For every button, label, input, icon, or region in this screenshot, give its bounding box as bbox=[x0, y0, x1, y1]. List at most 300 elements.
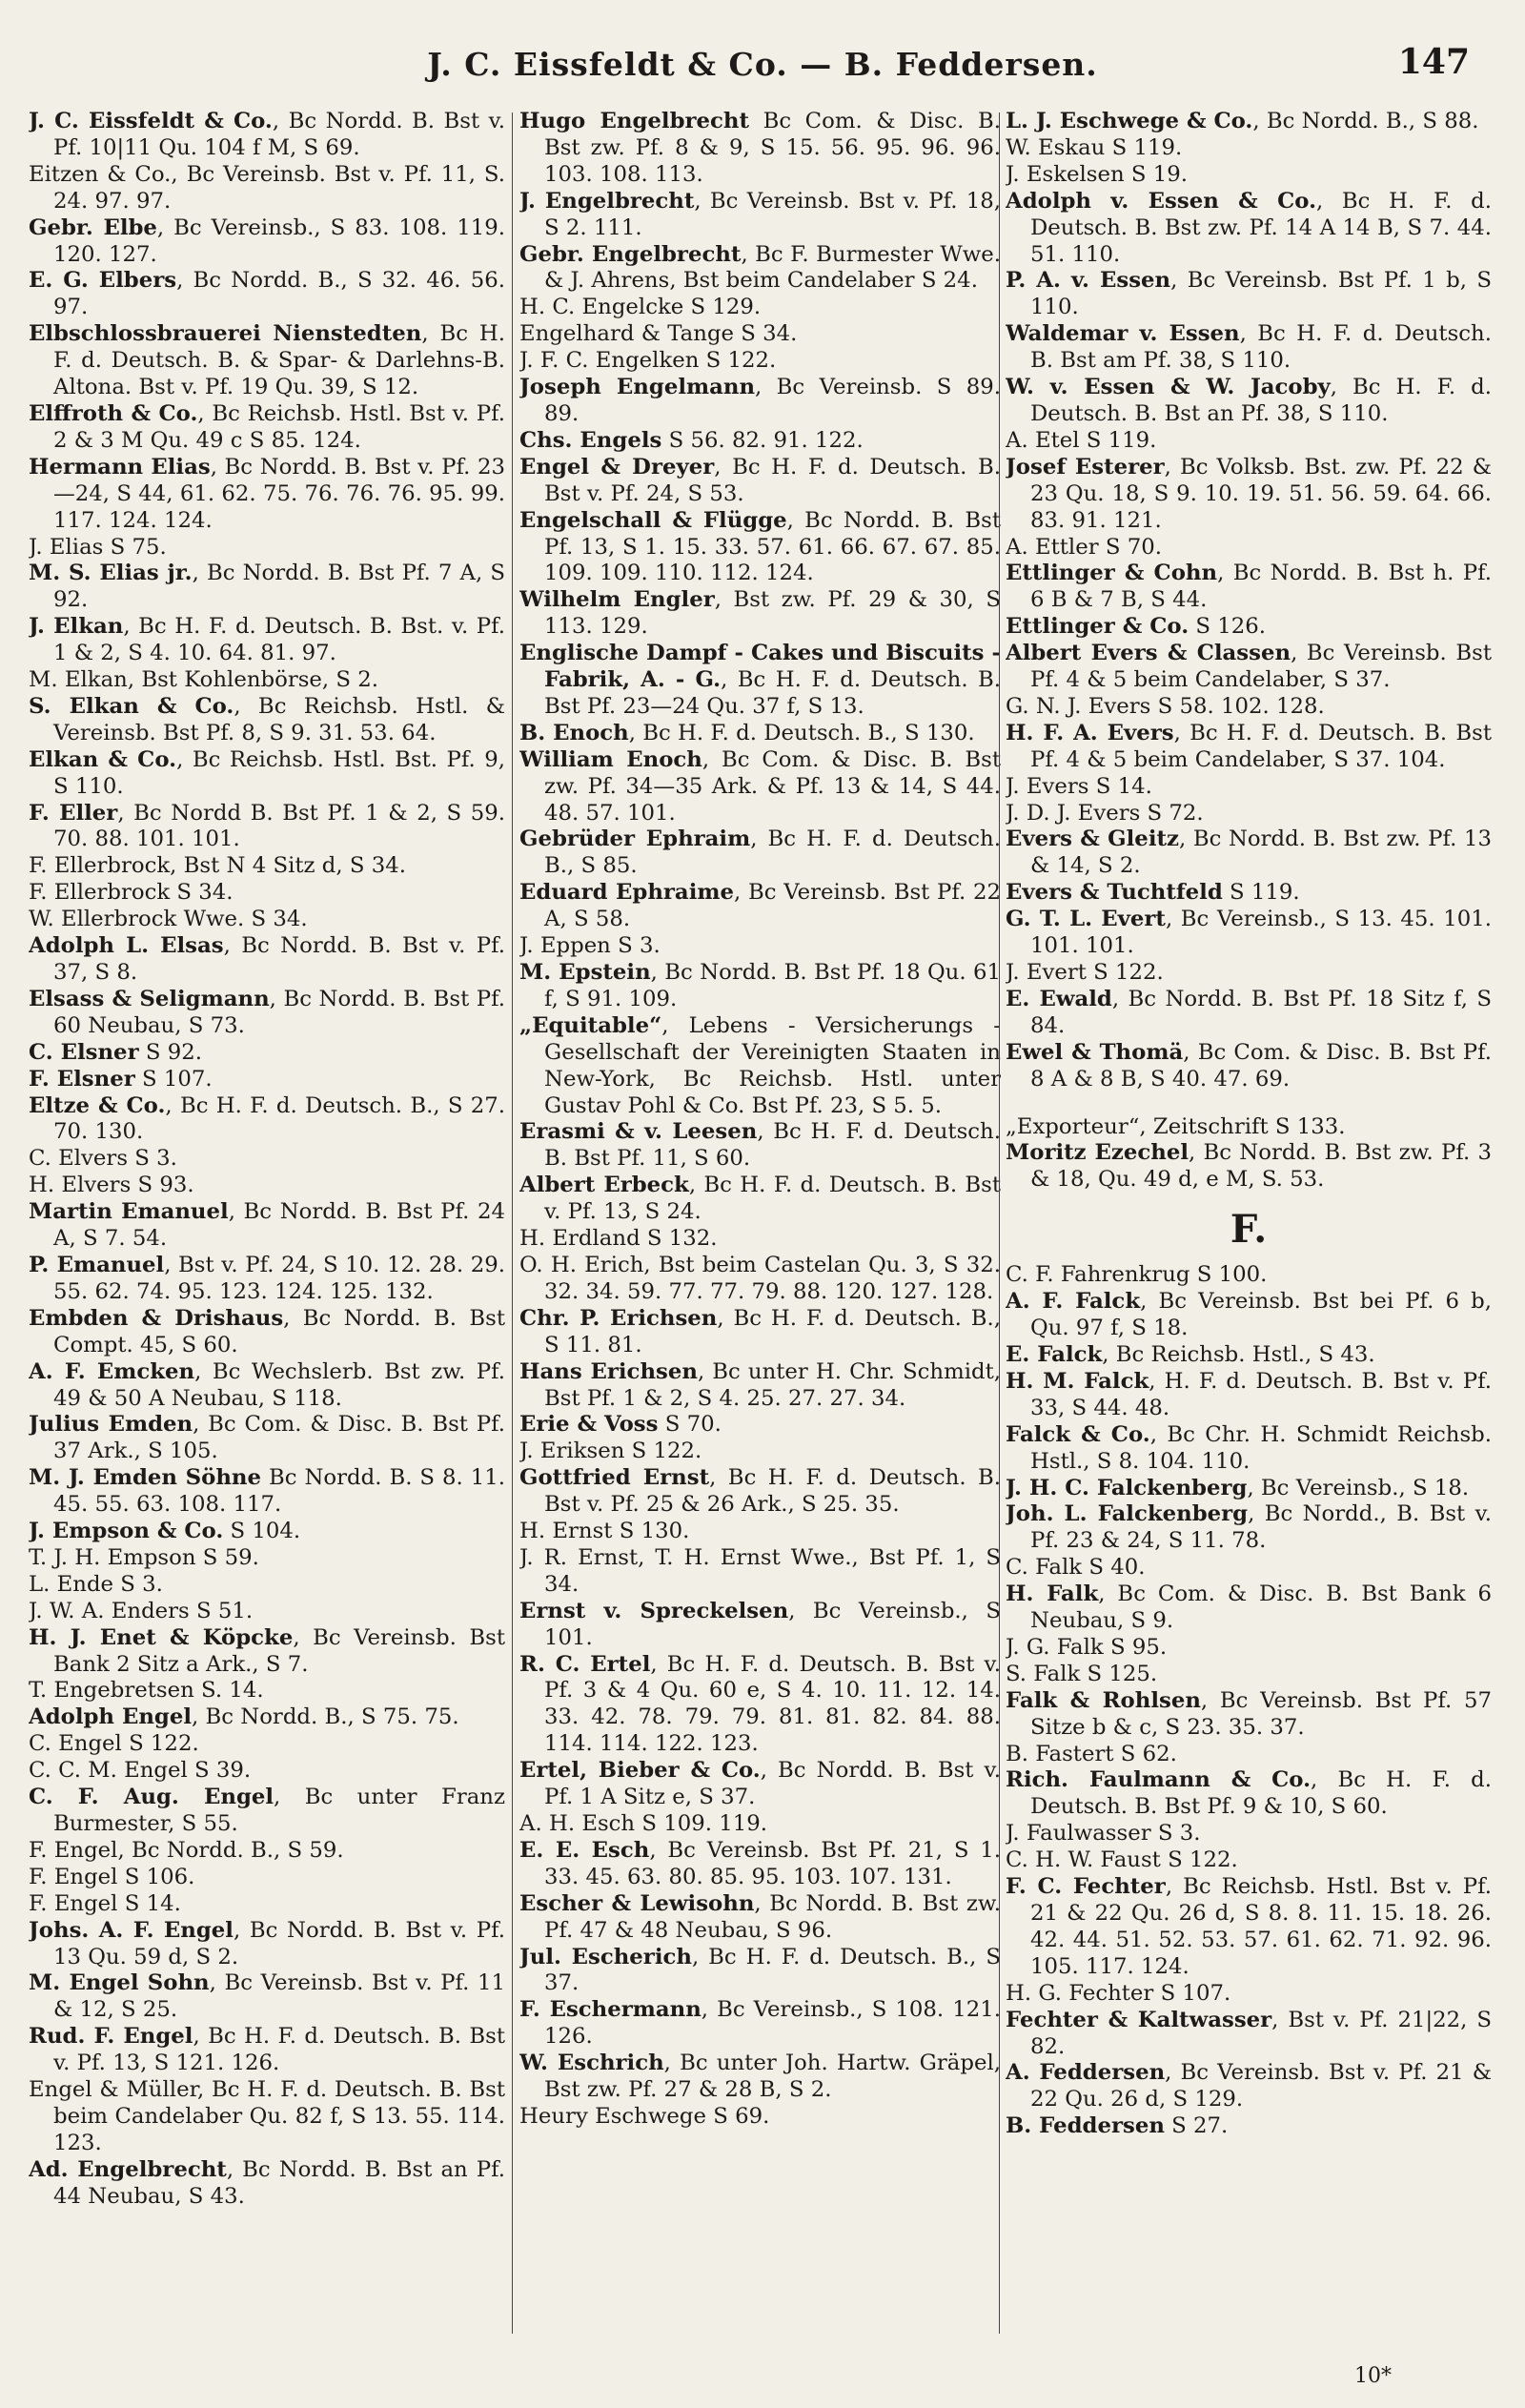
entry-name: A. Feddersen bbox=[1006, 2060, 1166, 2086]
entry-name: Joseph Engelmann bbox=[519, 375, 756, 400]
entry-details: J. Evers S 14. bbox=[1006, 773, 1152, 799]
entry-name: L. J. Eschwege & Co. bbox=[1006, 109, 1253, 133]
entry-details: , Bc Vereinsb. Bst Pf. 1 b, S 110. bbox=[1030, 268, 1492, 320]
entry-details: , Bc Vereinsb. Bst Pf. 4 & 5 beim Candelaber, S 37. bbox=[1030, 641, 1492, 693]
directory-entry bbox=[29, 1678, 505, 1704]
directory-entry bbox=[519, 455, 1001, 508]
directory-entry bbox=[519, 1652, 1001, 1759]
entry-name: Ernst v. Spreckelsen bbox=[519, 1598, 789, 1623]
directory-entry bbox=[519, 348, 1001, 375]
entry-details: J. Eppen S 3. bbox=[519, 933, 661, 959]
entry-details: S 119. bbox=[1222, 880, 1300, 906]
entry-name: Adolph L. Elsas bbox=[29, 933, 224, 959]
directory-entry bbox=[29, 801, 505, 854]
entry-name: Rich. Faulmann & Co. bbox=[1006, 1767, 1312, 1793]
directory-entry bbox=[29, 747, 505, 801]
directory-entry bbox=[29, 1173, 505, 1199]
directory-entry bbox=[29, 694, 505, 747]
entry-name: Engelschall & Flügge bbox=[519, 507, 787, 533]
directory-entry bbox=[29, 1865, 505, 1891]
entry-name: Moritz Ezechel bbox=[1006, 1140, 1189, 1166]
entry-name: Albert Evers & Classen bbox=[1006, 641, 1291, 666]
page-number: 147 bbox=[1397, 42, 1470, 82]
entry-details: A. H. Esch S 109. 119. bbox=[519, 1811, 767, 1836]
entry-name: G. T. L. Evert bbox=[1006, 907, 1166, 932]
directory-entry bbox=[519, 1758, 1001, 1811]
directory-entry bbox=[1006, 614, 1492, 641]
directory-entry bbox=[29, 933, 505, 987]
directory-entry bbox=[519, 1412, 1001, 1439]
entry-details: , Bc Nordd. B., S 75. 75. bbox=[192, 1704, 459, 1730]
entry-name: Waldemar v. Essen bbox=[1006, 321, 1240, 347]
directory-entry bbox=[29, 1040, 505, 1067]
directory-entry bbox=[519, 1465, 1001, 1519]
entry-name: E. Falck bbox=[1006, 1341, 1103, 1367]
entry-details: J. W. A. Enders S 51. bbox=[29, 1598, 254, 1623]
directory-entry bbox=[29, 987, 505, 1040]
entry-name: F. Elsner bbox=[29, 1066, 135, 1092]
entry-details: C. F. Fahrenkrug S 100. bbox=[1006, 1262, 1268, 1288]
column-divider bbox=[512, 112, 513, 2334]
directory-entry bbox=[519, 587, 1001, 641]
directory-entry bbox=[519, 1306, 1001, 1359]
running-head: J. C. Eissfeldt & Co. — B. Feddersen. bbox=[427, 46, 1098, 83]
directory-entry bbox=[519, 2104, 1001, 2131]
directory-entry bbox=[519, 1226, 1001, 1253]
entry-details: S 107. bbox=[134, 1066, 213, 1092]
entry-name: W. Eschrich bbox=[519, 2051, 664, 2076]
entry-details: , Bst v. Pf. 24, S 10. 12. 28. 29. 55. 62. 74. 95. 123. 124. 125. 132. bbox=[53, 1252, 505, 1304]
column-1 bbox=[29, 109, 505, 2358]
entry-details: , H. F. d. Deutsch. B. Bst v. Pf. 33, S 44. 48. bbox=[1030, 1368, 1492, 1420]
directory-entry bbox=[519, 1945, 1001, 1998]
entry-details: C. Elvers S 3. bbox=[29, 1146, 177, 1172]
directory-entry bbox=[29, 1731, 505, 1758]
directory-entry bbox=[29, 2157, 505, 2211]
entry-details: , Bc Com. & Disc. B. Bst Pf. 37 Ark., S 105. bbox=[53, 1412, 505, 1464]
directory-entry bbox=[29, 1359, 505, 1413]
entry-details: , Bc Nordd. B. Bst v. Pf. 10|11 Qu. 104 f M, S 69. bbox=[53, 109, 505, 160]
entry-details: , Bc Nordd. B. Bst zw. Pf. 47 & 48 Neubau, S 96. bbox=[544, 1890, 1001, 1943]
directory-entry bbox=[519, 1838, 1001, 1891]
entry-name: „Equitable“ bbox=[519, 1012, 662, 1038]
entry-details: S 92. bbox=[138, 1039, 202, 1065]
entry-name: Embden & Drishaus bbox=[29, 1305, 284, 1331]
directory-entry bbox=[1006, 162, 1492, 189]
entry-details: W. Ellerbrock Wwe. S 34. bbox=[29, 907, 308, 932]
directory-entry bbox=[519, 1439, 1001, 1465]
entry-details: , Bc Nordd. B. Bst Pf. 60 Neubau, S 73. bbox=[53, 986, 505, 1038]
entry-details: J. Evert S 122. bbox=[1006, 960, 1164, 985]
directory-entry bbox=[29, 455, 505, 535]
directory-entry bbox=[1006, 1289, 1492, 1342]
entry-details: W. Eskau S 119. bbox=[1006, 134, 1183, 160]
entry-details: F. Ellerbrock, Bst N 4 Sitz d, S 34. bbox=[29, 853, 406, 879]
entry-name: Adolph Engel bbox=[29, 1704, 192, 1730]
entry-name: Gebr. Elbe bbox=[29, 214, 157, 240]
directory-entry bbox=[1006, 1140, 1492, 1194]
entry-details: C. H. W. Faust S 122. bbox=[1006, 1847, 1238, 1873]
entry-details: , Bc Vereinsb. Bst v. Pf. 21 & 22 Qu. 26 d, S 129. bbox=[1030, 2060, 1492, 2112]
entry-name: Ettlinger & Cohn bbox=[1006, 561, 1218, 586]
entry-name: M. Epstein bbox=[519, 960, 651, 985]
directory-entry bbox=[1006, 1422, 1492, 1476]
entry-details: F. Ellerbrock S 34. bbox=[29, 880, 234, 906]
entry-details: , Bc Wechslerb. Bst zw. Pf. 49 & 50 A Neubau, S 118. bbox=[53, 1358, 505, 1411]
directory-entry bbox=[1006, 109, 1492, 135]
entry-details: M. Elkan, Bst Kohlenbörse, S 2. bbox=[29, 667, 379, 693]
entry-details: , Bc H. F. d. Deutsch. B., S 37. bbox=[544, 1944, 1001, 1996]
directory-entry bbox=[519, 1253, 1001, 1306]
entry-details: A. Ettler S 70. bbox=[1006, 534, 1162, 560]
entry-name: Fechter & Kaltwasser bbox=[1006, 2007, 1272, 2032]
entry-details: , Bc Com. & Disc. B. Bst Pf. 8 A & 8 B, S 40. 47. 69. bbox=[1030, 1039, 1492, 1092]
entry-details: T. Engebretsen S. 14. bbox=[29, 1678, 264, 1704]
directory-entry bbox=[519, 1811, 1001, 1838]
directory-entry bbox=[519, 1997, 1001, 2051]
entry-details: Eitzen & Co., Bc Vereinsb. Bst v. Pf. 11, S. 24. 97. 97. bbox=[29, 161, 505, 214]
entry-details: H. Ernst S 130. bbox=[519, 1519, 690, 1544]
directory-entry bbox=[1006, 1040, 1492, 1093]
directory-entry bbox=[29, 1412, 505, 1465]
directory-entry bbox=[1006, 321, 1492, 375]
directory-entry bbox=[1006, 1821, 1492, 1847]
entry-details: , Bc unter Franz Burmester, S 55. bbox=[53, 1785, 505, 1836]
directory-entry bbox=[1006, 1635, 1492, 1662]
directory-entry bbox=[1006, 1476, 1492, 1502]
entry-name: Erie & Voss bbox=[519, 1412, 659, 1438]
entry-details: , Bc F. Burmester Wwe. & J. Ahrens, Bst beim Candelaber S 24. bbox=[544, 241, 1001, 294]
entry-name: M. J. Emden Söhne bbox=[29, 1465, 261, 1491]
entry-details: , Bc Nordd., B. Bst v. Pf. 23 & 24, S 11. 78. bbox=[1030, 1501, 1492, 1554]
directory-entry bbox=[29, 268, 505, 321]
directory-entry bbox=[519, 1013, 1001, 1120]
directory-entry bbox=[29, 109, 505, 162]
directory-entry bbox=[519, 1891, 1001, 1945]
entry-name: Johs. A. F. Engel bbox=[29, 1917, 234, 1943]
entry-name: Hans Erichsen bbox=[519, 1358, 698, 1384]
spacer bbox=[1006, 1093, 1492, 1114]
entry-name: Gebrüder Ephraim bbox=[519, 826, 751, 852]
directory-entry bbox=[1006, 428, 1492, 455]
entry-details: F. Engel S 14. bbox=[29, 1890, 181, 1916]
entry-details: , Bc H. F. d. Deutsch. B., S 27. 70. 130. bbox=[53, 1092, 505, 1145]
entry-name: M. S. Elias jr. bbox=[29, 561, 193, 586]
entry-name: B. Feddersen bbox=[1006, 2113, 1165, 2139]
directory-entry bbox=[1006, 2113, 1492, 2140]
entry-name: F. Eschermann bbox=[519, 1997, 702, 2023]
entry-details: „Exporteur“, Zeitschrift S 133. bbox=[1006, 1113, 1346, 1139]
column-divider bbox=[999, 112, 1000, 2334]
directory-entry bbox=[1006, 801, 1492, 827]
directory-entry bbox=[519, 242, 1001, 296]
entry-details: , Bc H. F. d. Deutsch. B. Bst zw. Pf. 14 A 14 B, S 7. 44. 51. 110. bbox=[1030, 188, 1492, 267]
section-letter-heading: F. bbox=[1230, 1207, 1268, 1253]
entry-name: Falk & Rohlsen bbox=[1006, 1687, 1201, 1713]
entry-name: Chs. Engels bbox=[519, 427, 662, 453]
entry-details: , Bc Vereinsb. Bst Pf. 21, S 1. 33. 45. 63. 80. 85. 95. 103. 107. 131. bbox=[544, 1837, 1001, 1889]
entry-details: , Bc Nordd. B. Bst v. Pf. 37, S 8. bbox=[53, 933, 505, 985]
entry-name: A. F. Falck bbox=[1006, 1289, 1141, 1315]
entry-details: , Bc Vereinsb. Bst Pf. 22 A, S 58. bbox=[544, 880, 1001, 932]
directory-entry bbox=[1006, 907, 1492, 960]
entry-details: , Bc H. F. d. Deutsch. B. Bst Pf. 9 & 10, S 60. bbox=[1030, 1767, 1492, 1820]
entry-name: Hermann Elias bbox=[29, 454, 211, 480]
entry-name: Chr. P. Erichsen bbox=[519, 1305, 718, 1331]
entry-details: J. G. Falk S 95. bbox=[1006, 1634, 1168, 1660]
entry-name: Julius Emden bbox=[29, 1412, 193, 1438]
directory-entry bbox=[29, 853, 505, 880]
directory-entry bbox=[29, 1599, 505, 1625]
entry-details: , Bc Chr. H. Schmidt Reichsb. Hstl., S 8. 104. 110. bbox=[1030, 1421, 1492, 1474]
directory-entry bbox=[1006, 1767, 1492, 1821]
column-3 bbox=[1006, 109, 1492, 2358]
entry-details: , Bc H. F. d. Deutsch. B. Bst v. Pf. 25 & 26 Ark., S 25. 35. bbox=[544, 1465, 1001, 1518]
directory-entry bbox=[29, 1625, 505, 1679]
entry-name: M. Engel Sohn bbox=[29, 1970, 210, 1996]
directory-entry bbox=[29, 1704, 505, 1731]
entry-details: , Bc Vereinsb., S 101. bbox=[544, 1598, 1001, 1650]
directory-entry bbox=[29, 880, 505, 907]
entry-details: J. Elias S 75. bbox=[29, 534, 167, 560]
entry-name: Escher & Lewisohn bbox=[519, 1890, 755, 1916]
directory-entry bbox=[1006, 1662, 1492, 1688]
entry-details: C. C. M. Engel S 39. bbox=[29, 1758, 252, 1784]
entry-details: , Bc Reichsb. Hstl., S 43. bbox=[1102, 1341, 1375, 1367]
entry-name: Ertel, Bieber & Co. bbox=[519, 1758, 761, 1784]
directory-entry bbox=[519, 428, 1001, 455]
directory-entry bbox=[29, 535, 505, 561]
directory-entry bbox=[519, 508, 1001, 588]
entry-name: H. M. Falck bbox=[1006, 1368, 1149, 1394]
entry-name: Adolph v. Essen & Co. bbox=[1006, 188, 1316, 214]
entry-details: , Bc Nordd. B., S 88. bbox=[1252, 109, 1479, 133]
entry-details: , Bc Vereinsb., S 18. bbox=[1247, 1475, 1470, 1500]
directory-entry bbox=[1006, 375, 1492, 428]
entry-name: Albert Erbeck bbox=[519, 1173, 689, 1198]
entry-name: Hugo Engelbrecht bbox=[519, 109, 750, 133]
entry-name: E. G. Elbers bbox=[29, 268, 177, 294]
directory-entry bbox=[29, 561, 505, 614]
entry-name: H. J. Enet & Köpcke bbox=[29, 1624, 294, 1650]
entry-details: O. H. Erich, Bst beim Castelan Qu. 3, S 32. 32. 34. 59. 77. 77. 79. 88. 120. 127. 128. bbox=[519, 1252, 1001, 1304]
entry-name: Evers & Gleitz bbox=[1006, 826, 1179, 852]
entry-details: Bc Nordd. B. S 8. 11. 45. 55. 63. 108. 117. bbox=[53, 1465, 505, 1518]
entry-name: Erasmi & v. Leesen bbox=[519, 1119, 758, 1145]
entry-name: Elkan & Co. bbox=[29, 746, 177, 772]
entry-name: Gebr. Engelbrecht bbox=[519, 241, 742, 267]
entry-details: , Lebens - Versicherungs - Gesellschaft der Vereinigten Staaten in New-York, Bc Reichsb. Hstl. unter Gustav Pohl & Co. Bst Pf. 23, S 5. 5. bbox=[544, 1012, 1001, 1118]
entry-details: T. J. H. Empson S 59. bbox=[29, 1544, 259, 1570]
directory-entry bbox=[519, 933, 1001, 960]
entry-details: , Bc H. F. d. Deutsch. B., S 11. 81. bbox=[544, 1305, 1001, 1357]
entry-name: Eltze & Co. bbox=[29, 1092, 166, 1118]
entry-details: , Bc H. F. d. Deutsch. B. Bst v. Pf. 3 & 4 Qu. 60 e, S 4. 10. 11. 12. 14. 33. 42. 78. 79. 79. 81. 81. 82. 84. 88. 114. 114. 122. 123. bbox=[544, 1651, 1001, 1757]
entry-name: Elsass & Seligmann bbox=[29, 986, 270, 1011]
entry-name: A. F. Emcken bbox=[29, 1358, 195, 1384]
entry-details: , Bc Nordd. B. Bst h. Pf. 6 B & 7 B, S 44. bbox=[1030, 561, 1492, 613]
directory-entry bbox=[1006, 1262, 1492, 1289]
directory-entry bbox=[29, 1785, 505, 1838]
directory-entry bbox=[29, 1067, 505, 1093]
entry-details: , Bc Vereinsb., S 83. 108. 119. 120. 127. bbox=[53, 214, 505, 267]
entry-details: J. Faulwasser S 3. bbox=[1006, 1821, 1201, 1847]
entry-details: F. Engel S 106. bbox=[29, 1864, 195, 1889]
entry-details: , Bst zw. Pf. 29 & 30, S 113. 129. bbox=[544, 587, 1001, 640]
entry-details: , Bc H. F. d. Deutsch. B. Bst Pf. 11, S 60. bbox=[544, 1119, 1001, 1172]
entry-name: W. v. Essen & W. Jacoby bbox=[1006, 375, 1331, 400]
directory-entry bbox=[1006, 1342, 1492, 1369]
entry-details: , Bc Nordd. B. Bst v. Pf. 23—24, S 44, 61. 62. 75. 76. 76. 76. 95. 99. 117. 124. 124. bbox=[53, 454, 505, 533]
entry-name: Elbschlossbrauerei Nienstedten bbox=[29, 321, 422, 347]
directory-entry bbox=[519, 1359, 1001, 1413]
entry-details: B. Fastert S 62. bbox=[1006, 1741, 1177, 1766]
directory-entry bbox=[1006, 1369, 1492, 1422]
entry-details: C. Engel S 122. bbox=[29, 1731, 199, 1757]
directory-entry bbox=[519, 1545, 1001, 1599]
directory-entry bbox=[519, 2051, 1001, 2104]
entry-details: , Bc Nordd. B. Bst Pf. 13, S 1. 15. 33. 57. 61. 66. 67. 67. 85. 109. 109. 110. 112. 124. bbox=[544, 507, 1001, 586]
entry-details: , Bc Vereinsb. Bst Bank 2 Sitz a Ark., S 7. bbox=[53, 1624, 505, 1677]
directory-entry bbox=[29, 401, 505, 455]
entry-details: , Bc Vereinsb. Bst v. Pf. 11 & 12, S 25. bbox=[53, 1970, 505, 2023]
entry-details: H. Elvers S 93. bbox=[29, 1173, 194, 1198]
directory-entry bbox=[29, 1918, 505, 1971]
entry-details: G. N. J. Evers S 58. 102. 128. bbox=[1006, 693, 1325, 719]
directory-entry bbox=[519, 109, 1001, 189]
entry-details: , Bc Nordd B. Bst Pf. 1 & 2, S 59. 70. 88. 101. 101. bbox=[53, 800, 505, 852]
directory-entry bbox=[519, 189, 1001, 242]
entry-details: , Bc Vereinsb. S 89. 89. bbox=[544, 375, 1001, 426]
entry-name: J. C. Eissfeldt & Co. bbox=[29, 109, 273, 133]
entry-details: , Bc Nordd. B. Bst Compt. 45, S 60. bbox=[53, 1305, 505, 1357]
directory-entry bbox=[29, 2024, 505, 2077]
directory-entry bbox=[1006, 455, 1492, 535]
entry-details: C. Falk S 40. bbox=[1006, 1555, 1146, 1581]
entry-details: , Bc Nordd. B. Bst Pf. 18 Qu. 61 f, S 91. 109. bbox=[544, 960, 1001, 1011]
entry-name: Jul. Escherich bbox=[519, 1944, 692, 1969]
entry-details: S 70. bbox=[658, 1412, 722, 1438]
directory-entry bbox=[1006, 1847, 1492, 1874]
entry-details: H. C. Engelcke S 129. bbox=[519, 295, 762, 320]
entry-name: H. F. A. Evers bbox=[1006, 720, 1174, 745]
directory-entry bbox=[29, 1199, 505, 1253]
entry-name: S. Elkan & Co. bbox=[29, 693, 234, 719]
directory-entry bbox=[1006, 189, 1492, 269]
directory-entry bbox=[1006, 1114, 1492, 1141]
directory-entry bbox=[1006, 774, 1492, 801]
entry-details: , Bc Reichsb. Hstl. Bst v. Pf. 2 & 3 M Qu. 49 c S 85. 124. bbox=[53, 400, 505, 453]
entry-name: Josef Esterer bbox=[1006, 454, 1165, 480]
entry-name: Eduard Ephraime bbox=[519, 880, 734, 906]
entry-name: Ad. Engelbrecht bbox=[29, 2156, 227, 2182]
entry-name: F. C. Fechter bbox=[1006, 1874, 1166, 1900]
directory-entry bbox=[29, 1970, 505, 2024]
entry-details: , Bc H. F. d. Deutsch. B., S 130. bbox=[628, 720, 975, 745]
entry-details: , Bc H. F. d. Deutsch. B. Bst v. Pf. 13, S 24. bbox=[544, 1173, 1001, 1225]
entry-details: S 104. bbox=[223, 1519, 301, 1544]
entry-details: Engelhard & Tange S 34. bbox=[519, 321, 798, 347]
entry-details: , Bc unter H. Chr. Schmidt, Bst Pf. 1 & 2, S 4. 25. 27. 27. 34. bbox=[544, 1358, 1001, 1411]
entry-details: H. G. Fechter S 107. bbox=[1006, 1980, 1231, 2006]
entry-name: Ettlinger & Co. bbox=[1006, 614, 1190, 640]
entry-name: H. Falk bbox=[1006, 1582, 1099, 1607]
entry-details: J. D. J. Evers S 72. bbox=[1006, 800, 1204, 826]
directory-entry bbox=[1006, 135, 1492, 162]
directory-entry bbox=[519, 1173, 1001, 1226]
entry-name: F. Eller bbox=[29, 800, 118, 826]
entry-name: William Enoch bbox=[519, 746, 702, 772]
directory-entry bbox=[1006, 1688, 1492, 1742]
directory-entry bbox=[519, 641, 1001, 721]
entry-details: , Bc H. F. d. Deutsch. B. Bst v. Pf. 24, S 53. bbox=[544, 454, 1001, 506]
directory-entry bbox=[29, 667, 505, 694]
entry-name: Rud. F. Engel bbox=[29, 2024, 193, 2050]
entry-details: Bc Com. & Disc. B. Bst zw. Pf. 8 & 9, S 15. 56. 95. 96. 96. 103. 108. 113. bbox=[544, 109, 1001, 187]
entry-details: S 27. bbox=[1164, 2113, 1229, 2139]
entry-name: Ewel & Thomä bbox=[1006, 1039, 1184, 1065]
entry-name: Wilhelm Engler bbox=[519, 587, 715, 613]
directory-entry bbox=[29, 614, 505, 667]
entry-name: Gottfried Ernst bbox=[519, 1465, 710, 1491]
entry-details: S 56. 82. 91. 122. bbox=[661, 427, 864, 453]
entry-details: , Bc Com. & Disc. B. Bst Bank 6 Neubau, S 9. bbox=[1030, 1582, 1492, 1634]
entry-details: , Bc Nordd. B., S 32. 46. 56. 97. bbox=[53, 268, 505, 320]
entry-details: , Bc Reichsb. Hstl. Bst. Pf. 9, S 110. bbox=[53, 746, 505, 799]
entry-details: A. Etel S 119. bbox=[1006, 427, 1157, 453]
entry-name: J. H. C. Falckenberg bbox=[1006, 1475, 1248, 1500]
directory-entry bbox=[29, 1093, 505, 1147]
directory-entry bbox=[519, 1599, 1001, 1652]
directory-entry bbox=[1006, 880, 1492, 907]
directory-entry bbox=[29, 321, 505, 401]
directory-entry bbox=[519, 826, 1001, 880]
directory-entry bbox=[29, 1572, 505, 1599]
directory-entry bbox=[1006, 721, 1492, 774]
entry-details: , Bc Vereinsb. Bst bei Pf. 6 b, Qu. 97 f, S 18. bbox=[1030, 1289, 1492, 1341]
directory-entry bbox=[29, 1838, 505, 1865]
entry-details: , Bc Nordd. B. Bst Pf. 18 Sitz f, S 84. bbox=[1030, 986, 1492, 1038]
entry-name: J. Engelbrecht bbox=[519, 188, 695, 214]
entry-details: , Bc Nordd. B. Bst v. Pf. 13 Qu. 59 d, S 2. bbox=[53, 1917, 505, 1969]
directory-entry bbox=[1006, 268, 1492, 321]
directory-entry bbox=[29, 1758, 505, 1785]
entry-name: Engel & Dreyer bbox=[519, 454, 715, 480]
entry-name: Englische Dampf - Cakes und Biscuits - Fabrik, A. - G. bbox=[519, 641, 1001, 693]
directory-entry bbox=[1006, 1501, 1492, 1555]
directory-entry bbox=[29, 1519, 505, 1545]
directory-entry bbox=[1006, 1742, 1492, 1768]
entry-name: C. F. Aug. Engel bbox=[29, 1785, 274, 1810]
entry-details: F. Engel, Bc Nordd. B., S 59. bbox=[29, 1837, 344, 1863]
entry-details: S. Falk S 125. bbox=[1006, 1661, 1158, 1686]
entry-details: , Bc H. F. d. Deutsch. B. Bst an Pf. 38, S 110. bbox=[1030, 375, 1492, 426]
entry-details: , Bc Vereinsb. Bst Pf. 57 Sitze b & c, S 23. 35. 37. bbox=[1030, 1687, 1492, 1740]
directory-entry bbox=[29, 1545, 505, 1572]
entry-details: H. Erdland S 132. bbox=[519, 1226, 718, 1252]
directory-entry bbox=[29, 2077, 505, 2157]
directory-entry bbox=[519, 1119, 1001, 1173]
entry-details: J. Eskelsen S 19. bbox=[1006, 161, 1189, 187]
directory-entry bbox=[29, 1146, 505, 1173]
entry-details: , Bc H. F. d. Deutsch. B. Bst am Pf. 38, S 110. bbox=[1030, 321, 1492, 374]
column-2 bbox=[519, 109, 1001, 2358]
entry-details: , Bc Volksb. Bst. zw. Pf. 22 & 23 Qu. 18, S 9. 10. 19. 51. 56. 59. 64. 66. 83. 91. 121. bbox=[1030, 454, 1492, 533]
entry-details: , Bst v. Pf. 21|22, S 82. bbox=[1030, 2007, 1492, 2059]
directory-entry bbox=[29, 1253, 505, 1306]
entry-name: P. A. v. Essen bbox=[1006, 268, 1171, 294]
directory-entry bbox=[519, 721, 1001, 747]
